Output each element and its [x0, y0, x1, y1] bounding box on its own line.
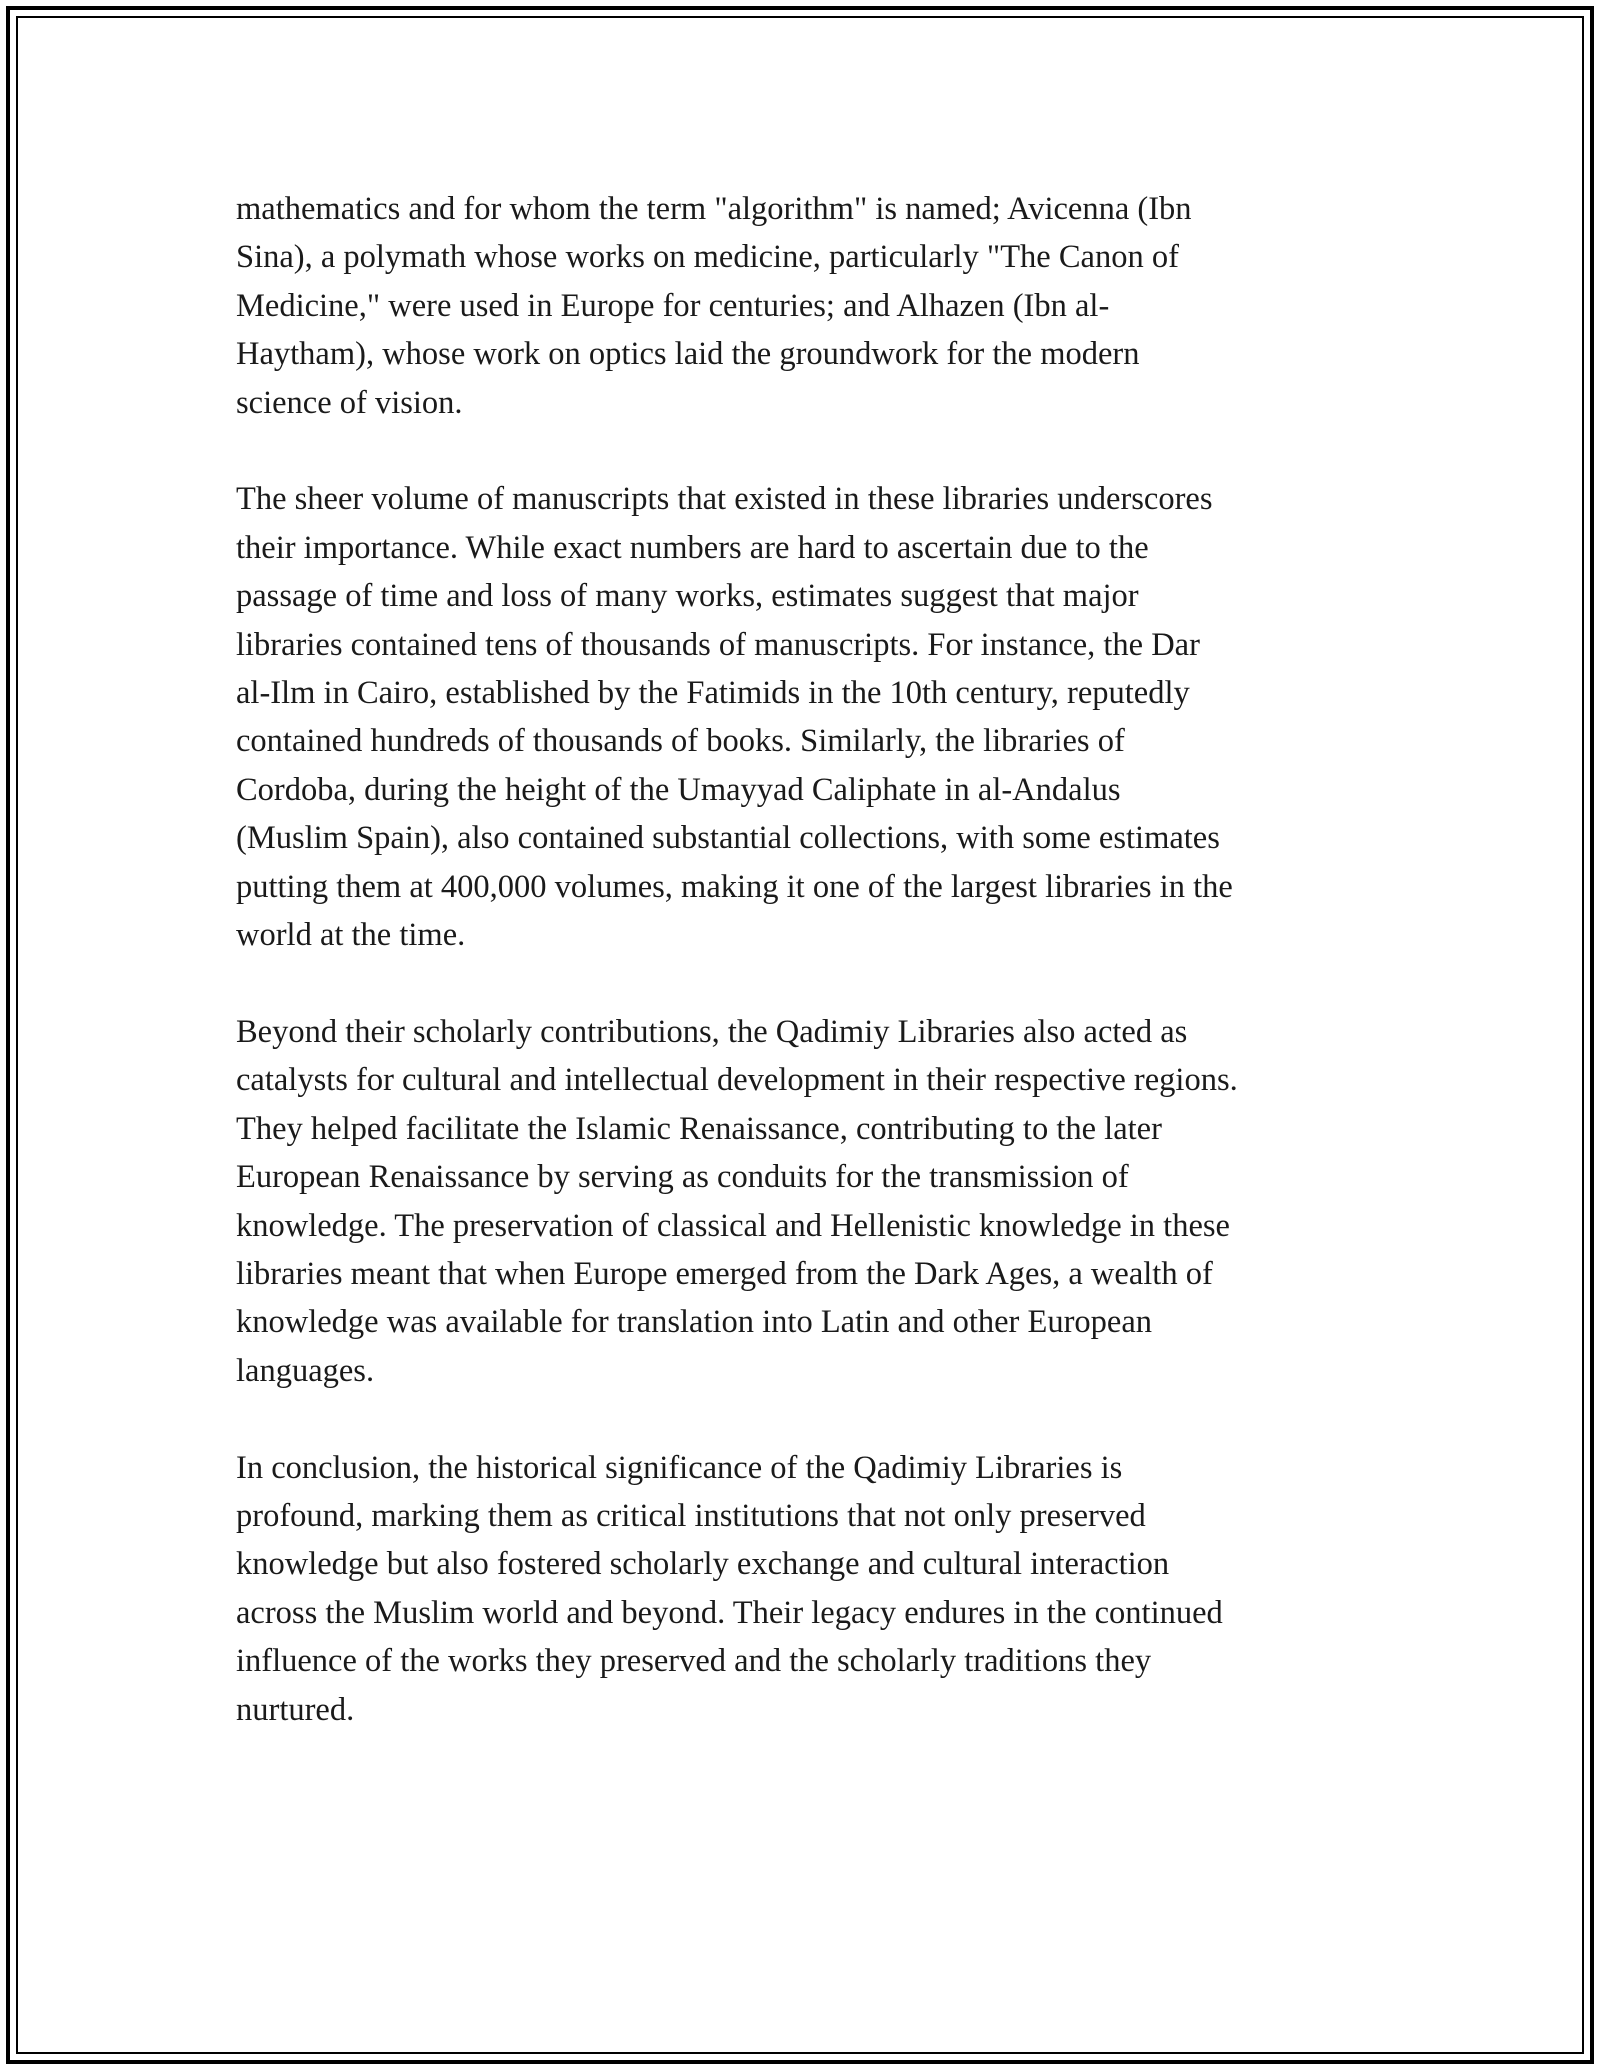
text-line: world at the time. [236, 917, 466, 954]
text-line: They helped facilitate the Islamic Renaissance, contributing to the later [236, 1110, 1162, 1147]
text-line: Sina), a polymath whose works on medicine, particularly "The Canon of [236, 239, 1179, 276]
text-line: languages. [236, 1352, 375, 1389]
text-line: (Muslim Spain), also contained substantial collections, with some estimates [236, 820, 1220, 857]
text-line: nurtured. [236, 1691, 355, 1728]
text-line: influence of the works they preserved and the scholarly traditions they [236, 1643, 1152, 1680]
text-line: putting them at 400,000 volumes, making it one of the largest libraries in the [236, 868, 1233, 905]
text-line: al-Ilm in Cairo, established by the Fatimids in the 10th century, reputedly [236, 675, 1190, 712]
text-line: mathematics and for whom the term "algorithm" is named; Avicenna (Ibn [236, 191, 1192, 227]
text-line: Haytham), whose work on optics laid the groundwork for the modern [236, 336, 1140, 373]
text-line: science of vision. [236, 384, 463, 421]
text-line: knowledge was available for translation into Latin and other European [236, 1304, 1153, 1341]
text-line: Beyond their scholarly contributions, the Qadimiy Libraries also acted as [236, 1013, 1188, 1050]
text-line: Medicine," were used in Europe for centuries; and Alhazen (Ibn al- [236, 287, 1110, 324]
text-line: profound, marking them as critical institutions that not only preserved [236, 1497, 1146, 1534]
text-line: catalysts for cultural and intellectual development in their respective regions. [236, 1062, 1238, 1099]
text-line: knowledge. The preservation of classical and Hellenistic knowledge in these [236, 1207, 1230, 1244]
text-line: passage of time and loss of many works, estimates suggest that major [236, 578, 1139, 615]
text-line: In conclusion, the historical significance of the Qadimiy Libraries is [236, 1449, 1123, 1486]
paragraph-1 [236, 185, 1396, 427]
text-line: knowledge but also fostered scholarly exchange and cultural interaction [236, 1546, 1170, 1583]
text-line: The sheer volume of manuscripts that existed in these libraries underscores [236, 481, 1213, 518]
text-line: European Renaissance by serving as conduits for the transmission of [236, 1159, 1129, 1196]
text-line: libraries contained tens of thousands of manuscripts. For instance, the Dar [236, 626, 1200, 663]
paragraph-4 [236, 1444, 1396, 1734]
text-line: their importance. While exact numbers are hard to ascertain due to the [236, 529, 1149, 566]
text-line: across the Muslim world and beyond. Their legacy endures in the continued [236, 1594, 1223, 1631]
paragraph-2 [236, 475, 1396, 959]
text-line: contained hundreds of thousands of books. Similarly, the libraries of [236, 723, 1125, 760]
paragraph-3 [236, 1008, 1396, 1395]
text-line: libraries meant that when Europe emerged from the Dark Ages, a wealth of [236, 1255, 1213, 1292]
text-line: Cordoba, during the height of the Umayyad Caliphate in al-Andalus [236, 771, 1121, 808]
document-body [236, 185, 1396, 1782]
